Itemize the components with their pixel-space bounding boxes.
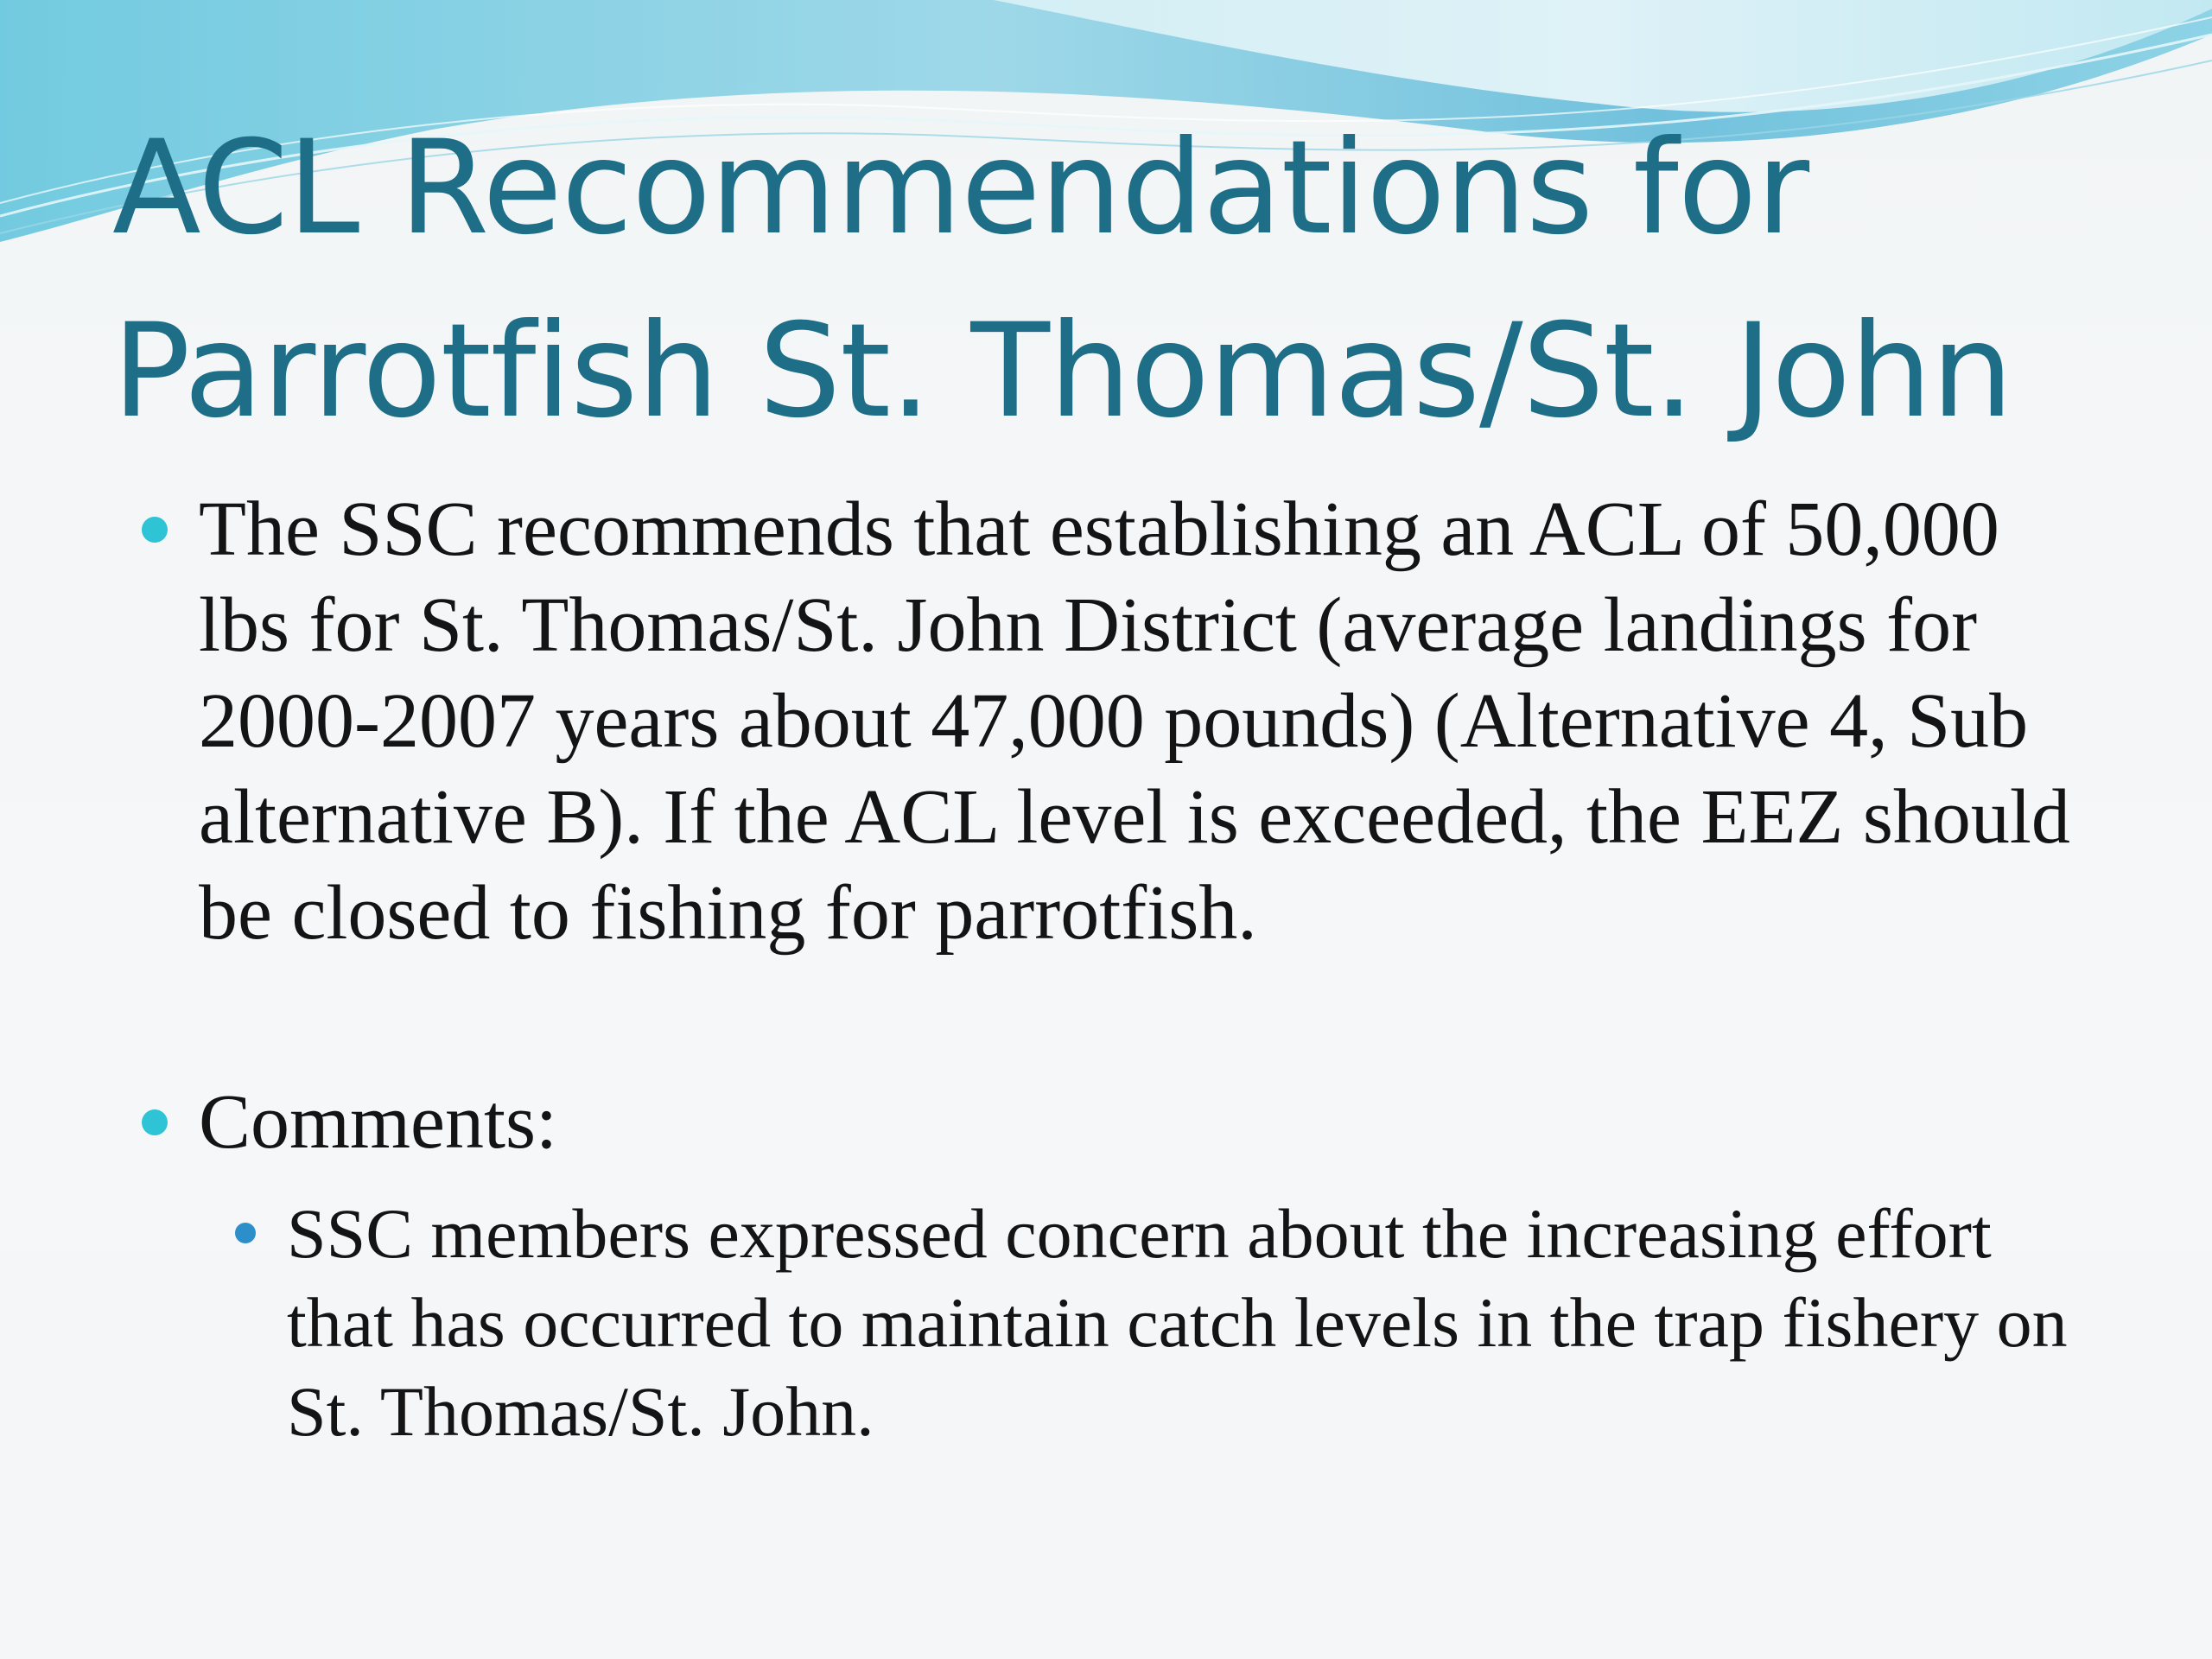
title-line-2: Parrotfish St. Thomas/St. John <box>112 296 2013 447</box>
bullet-recommendation: The SSC recommends that establishing an ACL of 50,000 lbs for St. Thomas/St. John District (average landings for 2000-2007 years about 47,000 pounds) (Alternative 4, Sub alternative B). If the ACL level is exceeded, the EEZ should be closed to fishing for parrotfish. <box>199 486 2070 956</box>
sub-bullet-marker <box>235 1223 256 1243</box>
bullet-marker <box>142 1109 168 1135</box>
bullet-marker <box>142 517 168 543</box>
title-line-1: ACL Recommendations for <box>112 113 1809 264</box>
sub-bullet-concern: SSC members expressed concern about the increasing effort that has occurred to maintain catch levels in the trap fishery on St. Thomas/St. John. <box>287 1194 2068 1451</box>
bullet-comments: Comments: <box>199 1079 558 1165</box>
